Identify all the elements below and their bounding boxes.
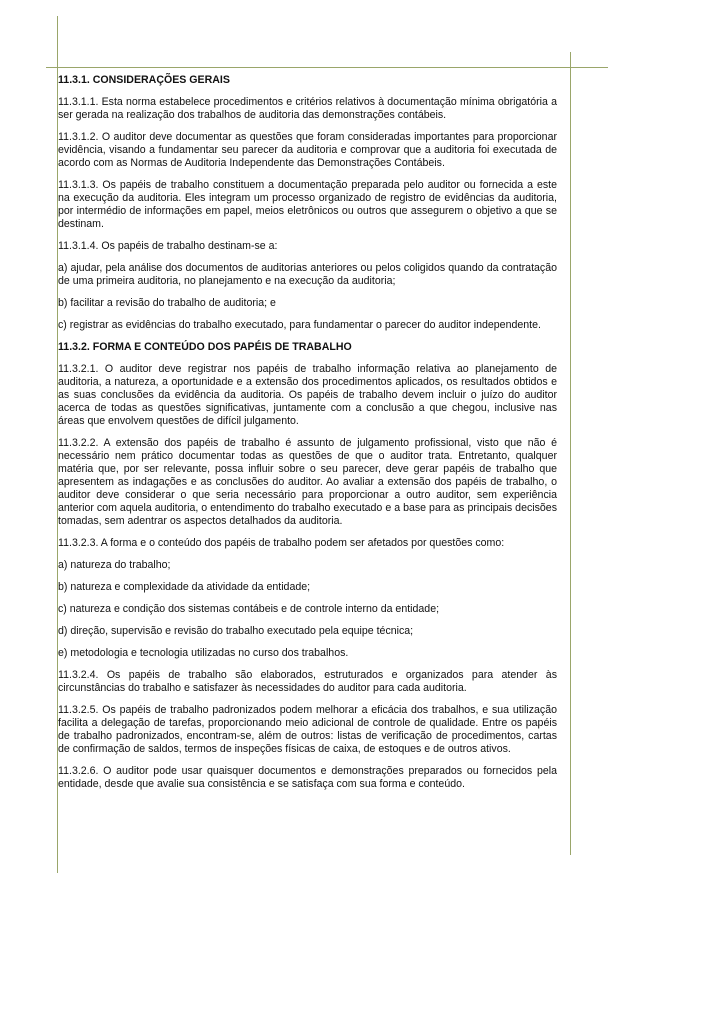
list-item-a: a) natureza do trabalho; <box>58 559 171 571</box>
list-item-b: b) facilitar a revisão do trabalho de auditoria; e <box>58 297 276 309</box>
list-item-a: a) ajudar, pela análise dos documentos de auditorias anteriores ou pelos coligidos quando da contratação de uma primeira auditoria, no planejamento e na execução da auditoria; <box>58 262 557 287</box>
list-item-c: c) registrar as evidências do trabalho executado, para fundamentar o parecer do auditor independente. <box>58 319 541 331</box>
section-heading-general: 11.3.1. CONSIDERAÇÕES GERAIS <box>58 74 230 86</box>
paragraph-11-3-2-2: 11.3.2.2. A extensão dos papéis de trabalho é assunto de julgamento profissional, visto que não é necessário nem prático documentar todas as questões de que o auditor trata. Entretanto, qualquer matéria que, por ser relevante, possa influir sobre o seu parecer, deve gerar papéis de trabalho que apresentem as indagações e as conclusões do auditor. Ao avaliar a extensão dos papéis de trabalho, o auditor deve considerar o que seria necessário para proporcionar a outro auditor, sem experiência anterior com aquela auditoria, o entendimento do trabalho executado e a base para as principais decisões tomadas, sem adentrar os aspectos detalhados da auditoria. <box>58 437 557 527</box>
paragraph-11-3-2-5: 11.3.2.5. Os papéis de trabalho padronizados podem melhorar a eficácia dos trabalhos, e sua utilização facilita a delegação de tarefas, proporcionando meio adicional de controle de qualidade. Entre os papéis de trabalho padronizados, encontram-se, além de outros: listas de verificação de procedimentos, cartas de confirmação de saldos, termos de inspeções físicas de caixa, de estoques e de outros ativos. <box>58 704 557 755</box>
section-heading-form-content: 11.3.2. FORMA E CONTEÚDO DOS PAPÉIS DE TRABALHO <box>58 341 352 353</box>
paragraph-11-3-1-2: 11.3.1.2. O auditor deve documentar as questões que foram consideradas importantes para proporcionar evidência, visando a fundamentar seu parecer da auditoria e comprovar que a auditoria foi executada de acordo com as Normas de Auditoria Independente das Demonstrações Contábeis. <box>58 131 557 169</box>
paragraph-11-3-1-3: 11.3.1.3. Os papéis de trabalho constituem a documentação preparada pelo auditor ou fornecida a este na execução da auditoria. Eles integram um processo organizado de registro de evidências da auditoria, por intermédio de informações em papel, meios eletrônicos ou outros que assegurem o objetivo a que se destinam. <box>58 179 557 230</box>
paragraph-11-3-2-4: 11.3.2.4. Os papéis de trabalho são elaborados, estruturados e organizados para atender às circunstâncias do trabalho e satisfazer às necessidades do auditor para cada auditoria. <box>58 669 557 694</box>
paragraph-11-3-2-1: 11.3.2.1. O auditor deve registrar nos papéis de trabalho informação relativa ao planejamento de auditoria, a natureza, a oportunidade e a extensão dos procedimentos aplicados, os resultados obtidos e as suas conclusões da evidência da auditoria. Os papéis de trabalho devem incluir o juízo do auditor acerca de todas as questões significativas, juntamente com a conclusão a que chegou, inclusive nas áreas que envolvem questões de difícil julgamento. <box>58 363 557 427</box>
list-item-e: e) metodologia e tecnologia utilizadas no curso dos trabalhos. <box>58 647 349 659</box>
document-body <box>58 74 557 800</box>
top-rule-line <box>46 67 608 68</box>
list-item-b: b) natureza e complexidade da atividade da entidade; <box>58 581 311 593</box>
paragraph-11-3-1-4: 11.3.1.4. Os papéis de trabalho destinam-se a: <box>58 240 278 252</box>
paragraph-11-3-2-3: 11.3.2.3. A forma e o conteúdo dos papéis de trabalho podem ser afetados por questões como: <box>58 537 505 549</box>
list-item-d: d) direção, supervisão e revisão do trabalho executado pela equipe técnica; <box>58 625 414 637</box>
paragraph-11-3-2-6: 11.3.2.6. O auditor pode usar quaisquer documentos e demonstrações preparados ou fornecidos pela entidade, desde que avalie sua consistência e se satisfaça com sua forma e conteúdo. <box>58 765 557 790</box>
paragraph-11-3-1-1: 11.3.1.1. Esta norma estabelece procedimentos e critérios relativos à documentação mínima obrigatória a ser gerada na realização dos trabalhos de auditoria das demonstrações contábeis. <box>58 96 557 121</box>
list-item-c: c) natureza e condição dos sistemas contábeis e de controle interno da entidade; <box>58 603 440 615</box>
right-margin-line <box>570 52 571 855</box>
